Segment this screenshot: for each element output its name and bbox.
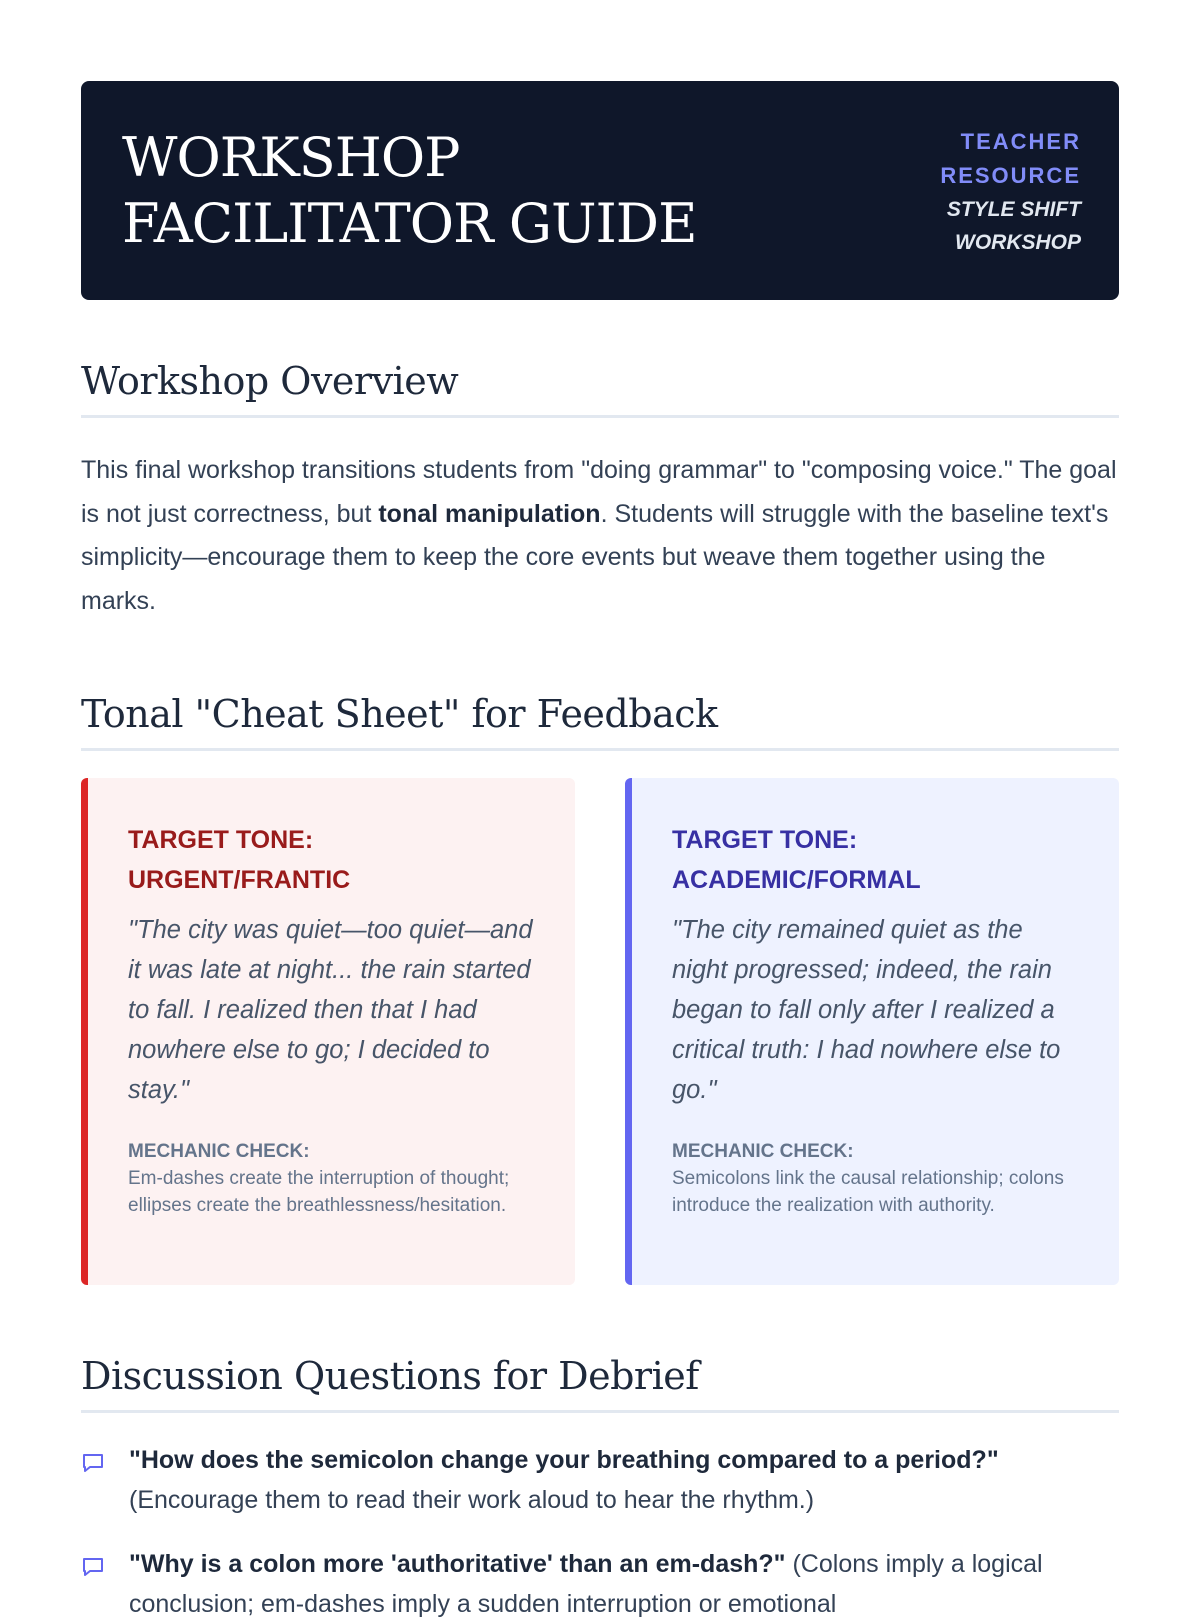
tone-card-quote: "The city was quiet—too quiet—and it was late at night... the rain started to fall. I realized then that I had nowhere else to go; I decided to stay." <box>128 916 533 1104</box>
tone-card-title: TARGET TONE: ACADEMIC/FORMAL <box>672 826 921 894</box>
cheat-sheet-heading: Tonal "Cheat Sheet" for Feedback <box>81 689 1119 751</box>
question-note: (Encourage them to read their work aloud to hear the rhythm.) <box>129 1486 815 1514</box>
question-text <box>129 1544 1119 1624</box>
tone-cards <box>81 778 1119 1285</box>
list-item <box>81 1440 1119 1520</box>
question-prompt: "Why is a colon more 'authoritative' than an em-dash?" <box>129 1550 786 1578</box>
overview-emphasis: tonal manipulation <box>378 499 601 528</box>
tone-card-title: TARGET TONE: URGENT/FRANTIC <box>128 826 351 894</box>
speech-bubble-icon <box>81 1440 129 1479</box>
tone-card-formal <box>625 778 1119 1285</box>
page-title: WORKSHOP FACILITATOR GUIDE <box>122 126 697 255</box>
discussion-heading: Discussion Questions for Debrief <box>81 1351 1119 1413</box>
speech-bubble-icon <box>81 1544 129 1583</box>
mechanic-check-text: Em-dashes create the interruption of thought; ellipses create the breathlessness/hesitation. <box>128 1168 510 1216</box>
question-prompt: "How does the semicolon change your breathing compared to a period?" <box>129 1446 999 1474</box>
workshop-subtitle: STYLE SHIFT WORKSHOP <box>946 198 1081 254</box>
mechanic-check-text: Semicolons link the causal relationship; colons introduce the realization with authority. <box>672 1168 1064 1216</box>
overview-text-end: . Students will struggle with the baseline text's simplicity—encourage them to keep the core events but weave them together using the marks. <box>81 499 1109 615</box>
overview-heading: Workshop Overview <box>81 356 1119 418</box>
header-meta <box>921 125 1081 259</box>
overview-paragraph <box>81 449 1119 623</box>
tone-card-urgent <box>81 778 575 1285</box>
mechanic-check-label: MECHANIC CHECK: <box>672 1141 854 1162</box>
list-item <box>81 1544 1119 1624</box>
question-text <box>129 1440 1119 1520</box>
overview-text-start: This final workshop transitions students from "doing grammar" to "composing voice." The goal is not just correctness, but <box>81 456 1117 528</box>
mechanic-check-label: MECHANIC CHECK: <box>128 1141 310 1162</box>
header-banner <box>81 81 1119 300</box>
question-note: (Colons imply a logical conclusion; em-dashes imply a sudden interruption or emotional <box>129 1550 1043 1618</box>
tone-card-quote: "The city remained quiet as the night progressed; indeed, the rain began to fall only after I realized a critical truth: I had nowhere else to go." <box>672 916 1061 1104</box>
resource-tag: TEACHER RESOURCE <box>940 129 1081 188</box>
discussion-list <box>81 1440 1119 1624</box>
